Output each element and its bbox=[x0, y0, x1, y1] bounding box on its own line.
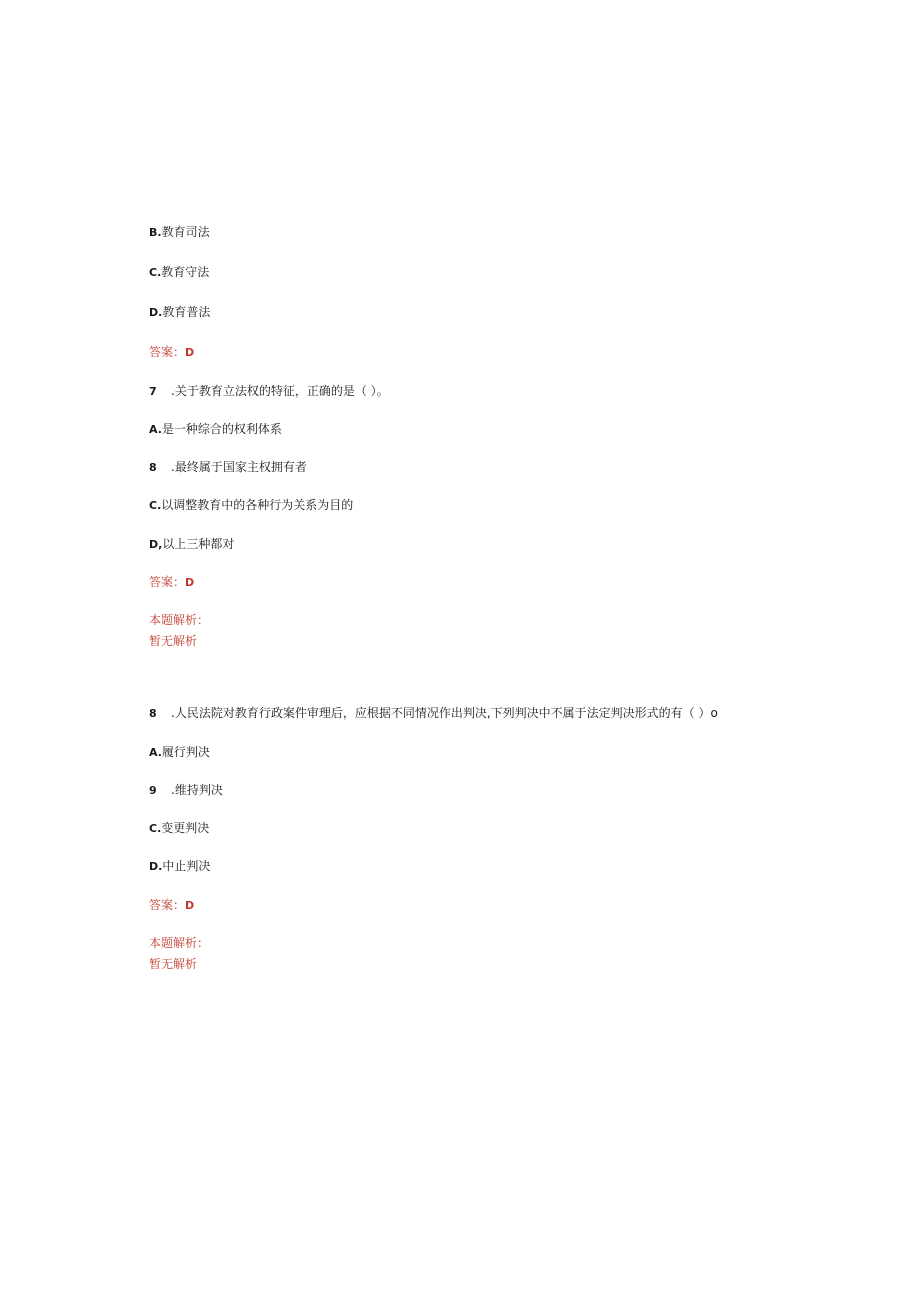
option-letter: 8 bbox=[149, 461, 157, 474]
q8-stem bbox=[149, 705, 718, 722]
answer-value: D bbox=[185, 576, 195, 589]
q7-option-a bbox=[149, 421, 282, 438]
option-text: 教育守法 bbox=[161, 265, 210, 279]
q8-analysis-text: 暂无解析 bbox=[149, 957, 198, 971]
q7-option-b bbox=[149, 459, 307, 476]
q6-answer bbox=[149, 344, 194, 361]
option-letter: D. bbox=[149, 306, 163, 319]
q8-option-c bbox=[149, 820, 209, 837]
option-letter: 9 bbox=[149, 784, 157, 797]
option-letter: D. bbox=[149, 860, 163, 873]
question-text: .人民法院对教育行政案件审理后，应根据不同情况作出判决,下列判决中不属于法定判决形式的有（ ）o bbox=[171, 706, 718, 720]
answer-label: 答案： bbox=[149, 345, 186, 359]
option-letter: C. bbox=[149, 499, 162, 512]
q8-answer bbox=[149, 897, 194, 914]
q8-analysis-label: 本题解析： bbox=[149, 936, 210, 950]
answer-label: 答案： bbox=[149, 898, 186, 912]
option-text: 以调整教育中的各种行为关系为目的 bbox=[161, 498, 354, 512]
q6-option-b bbox=[149, 224, 210, 241]
option-text: 是一种综合的权利体系 bbox=[161, 422, 282, 436]
option-text: 变更判决 bbox=[161, 821, 210, 835]
option-letter: A. bbox=[149, 423, 162, 436]
question-number: 7 bbox=[149, 385, 157, 398]
option-text: 教育普法 bbox=[162, 305, 211, 319]
q7-answer bbox=[149, 574, 194, 591]
question-number: 8 bbox=[149, 707, 157, 720]
option-text: 以上三种都对 bbox=[162, 537, 235, 551]
q7-option-c bbox=[149, 497, 353, 514]
option-letter: C. bbox=[149, 822, 162, 835]
option-letter: B. bbox=[149, 226, 162, 239]
q8-option-b bbox=[149, 782, 223, 799]
q7-analysis-text: 暂无解析 bbox=[149, 634, 198, 648]
q8-option-d bbox=[149, 858, 210, 875]
q7-stem bbox=[149, 383, 389, 400]
option-text: .最终属于国家主权拥有者 bbox=[171, 460, 307, 474]
option-text: .维持判决 bbox=[171, 783, 223, 797]
option-letter: C. bbox=[149, 266, 162, 279]
question-text: .关于教育立法权的特征，正确的是（ ）。 bbox=[171, 384, 389, 398]
answer-value: D bbox=[185, 899, 195, 912]
answer-value: D bbox=[185, 346, 195, 359]
option-letter: D, bbox=[149, 538, 163, 551]
q8-option-a bbox=[149, 744, 210, 761]
option-text: 履行判决 bbox=[161, 745, 210, 759]
option-letter: A. bbox=[149, 746, 162, 759]
q7-option-d bbox=[149, 536, 234, 553]
option-text: 中止判决 bbox=[162, 859, 211, 873]
option-text: 教育司法 bbox=[161, 225, 210, 239]
q6-option-d bbox=[149, 304, 210, 321]
q6-option-c bbox=[149, 264, 209, 281]
answer-label: 答案： bbox=[149, 575, 186, 589]
q7-analysis-label: 本题解析： bbox=[149, 613, 210, 627]
